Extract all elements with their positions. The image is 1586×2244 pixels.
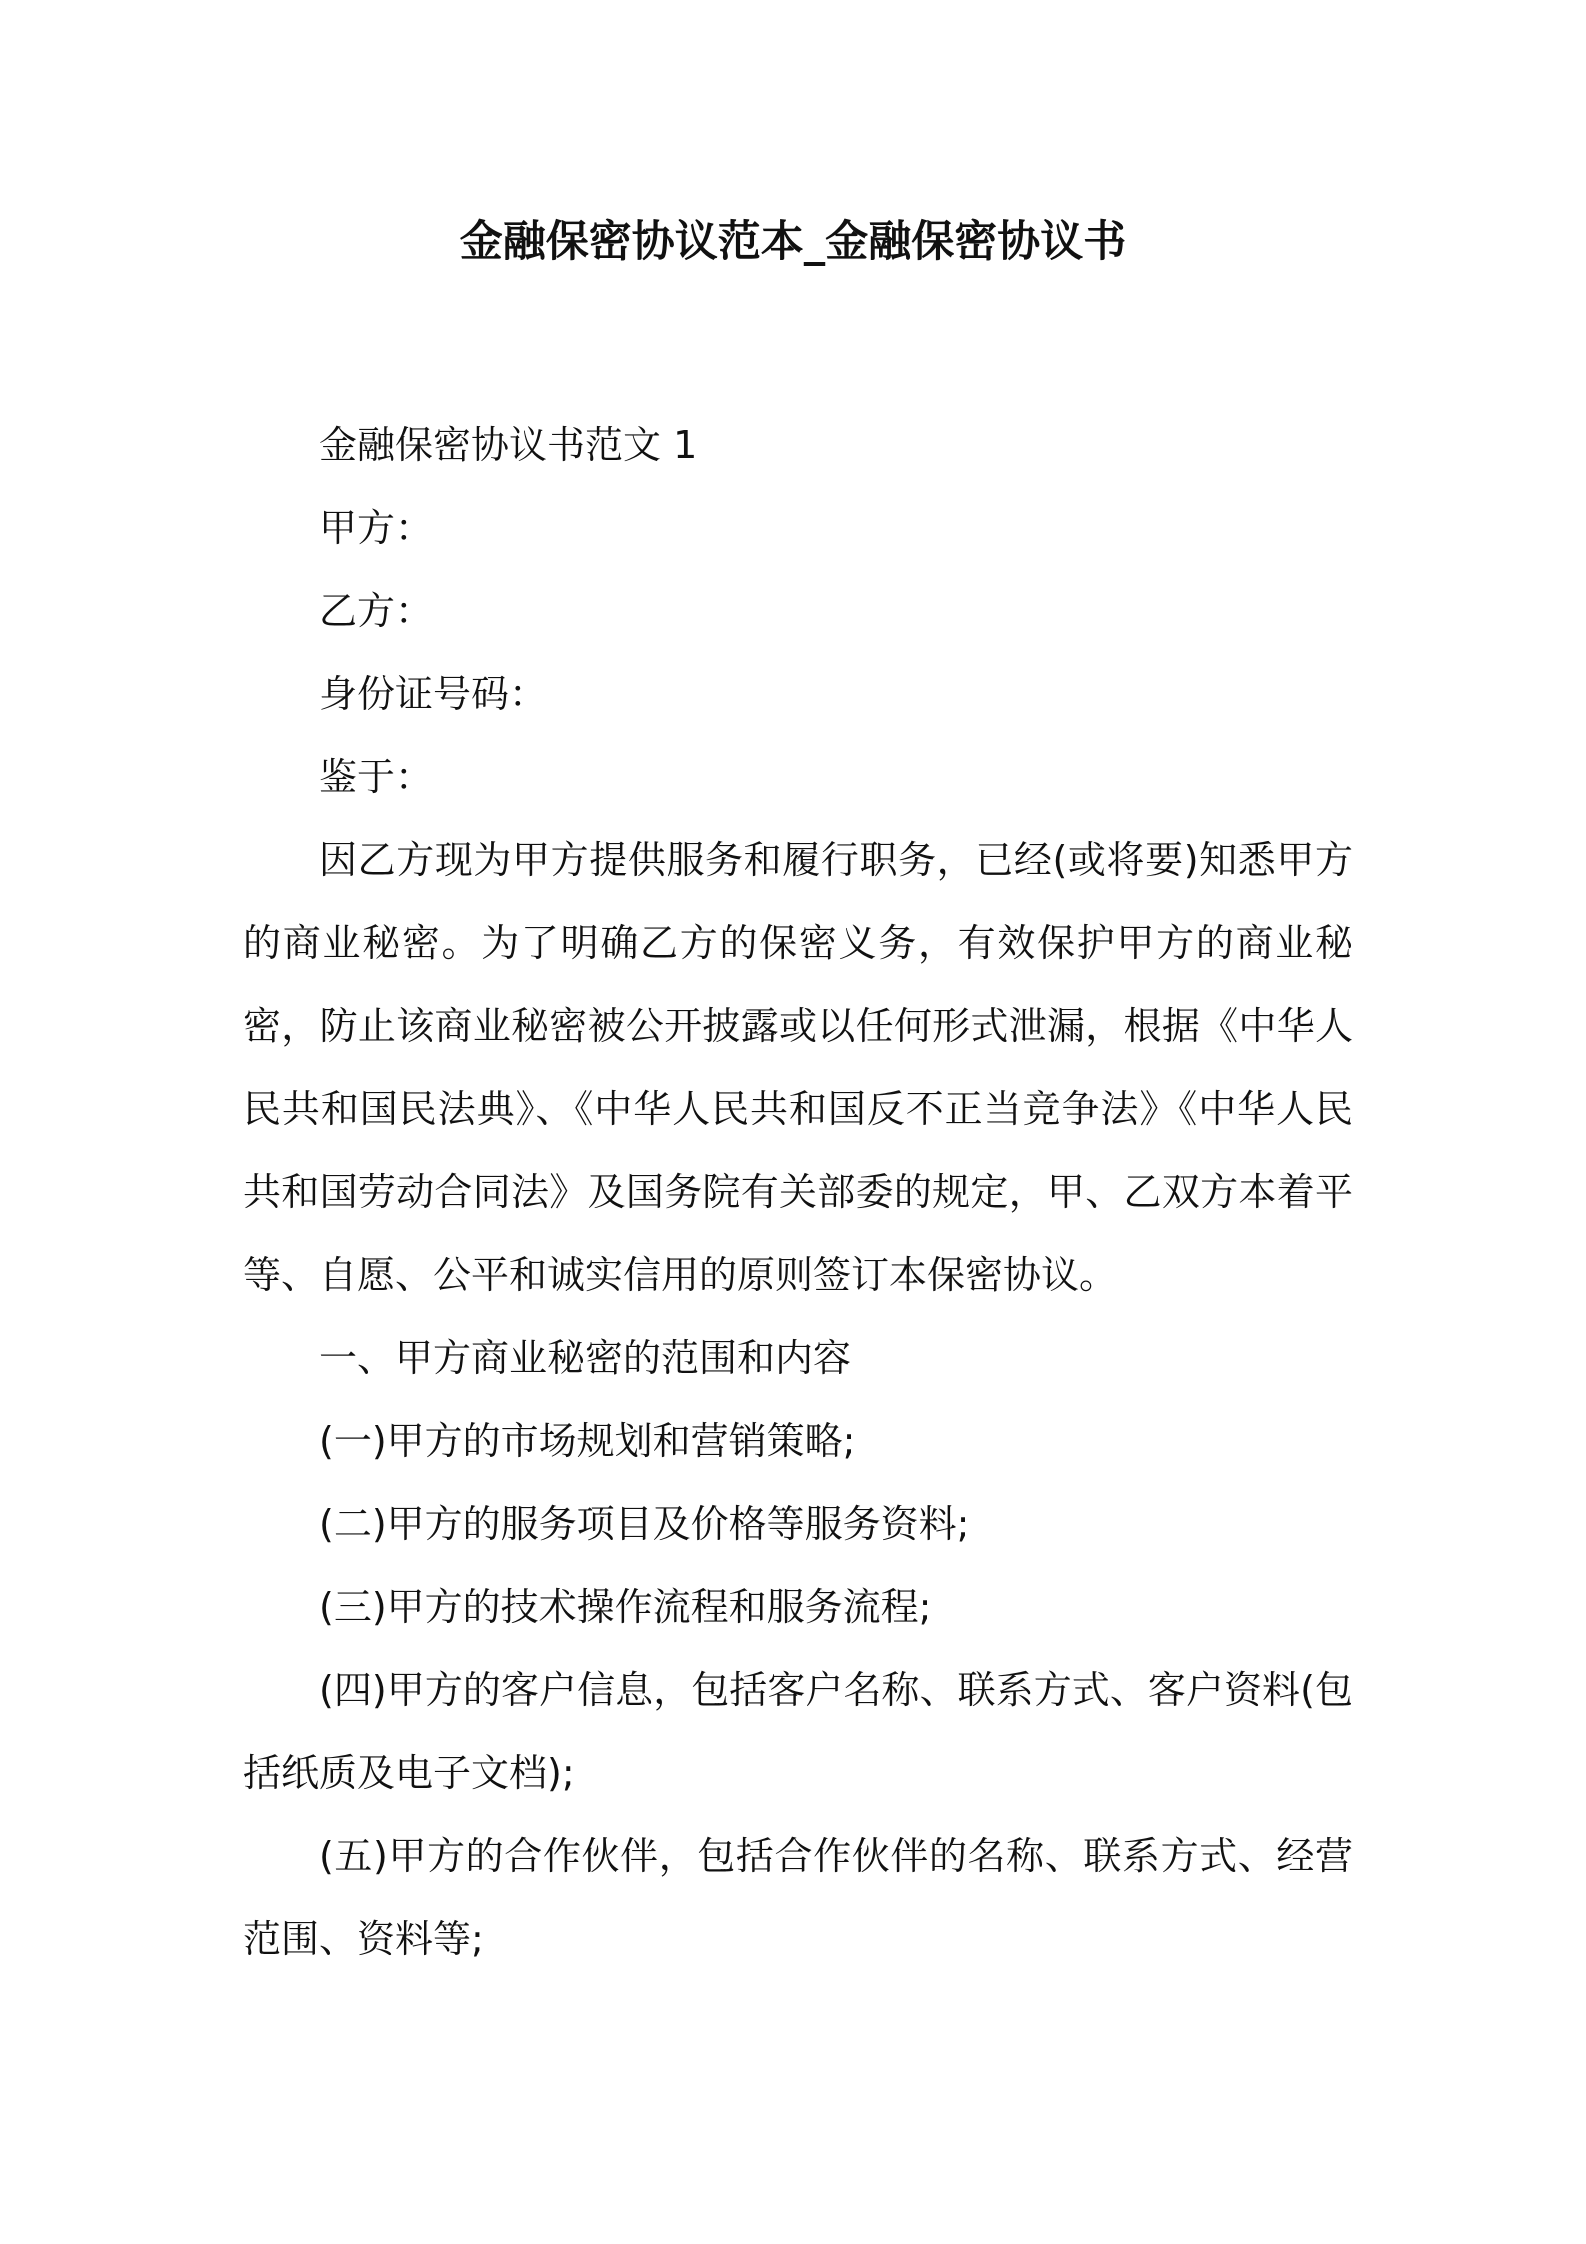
paragraph-party-b: 乙方：: [319, 589, 434, 633]
paragraph-item-4: (四)甲方的客户信息，包括客户名称、联系方式、客户资料(包括纸质及电子文档);: [243, 1668, 1353, 1795]
paragraph-whereas: 鉴于：: [319, 755, 434, 799]
document-title: 金融保密协议范本_金融保密协议书: [459, 217, 1127, 267]
paragraph-item-5: (五)甲方的合作伙伴，包括合作伙伴的名称、联系方式、经营范围、资料等;: [243, 1834, 1353, 1961]
paragraph-party-a: 甲方：: [319, 506, 434, 550]
paragraph-sample-heading: 金融保密协议书范文 1: [319, 423, 698, 467]
paragraph-preamble: 因乙方现为甲方提供服务和履行职务，已经(或将要)知悉甲方的商业秘密。为了明确乙方的保密义务，有效保护甲方的商业秘密，防止该商业秘密被公开披露或以任何形式泄漏，根据《中华人民共和国民法典》、《中华人民共和国反不正当竞争法》《中华人民共和国劳动合同法》及国务院有关部委的规定，甲、乙双方本着平等、自愿、公平和诚实信用的原则签订本保密协议。: [243, 838, 1353, 1297]
paragraph-item-1: (一)甲方的市场规划和营销策略;: [319, 1419, 856, 1463]
paragraph-section-heading: 一、甲方商业秘密的范围和内容: [319, 1336, 852, 1380]
document-body: [243, 404, 1353, 1981]
paragraph-item-2: (二)甲方的服务项目及价格等服务资料;: [319, 1502, 970, 1546]
paragraph-id-number: 身份证号码：: [319, 672, 548, 716]
paragraph-item-3: (三)甲方的技术操作流程和服务流程;: [319, 1585, 932, 1629]
